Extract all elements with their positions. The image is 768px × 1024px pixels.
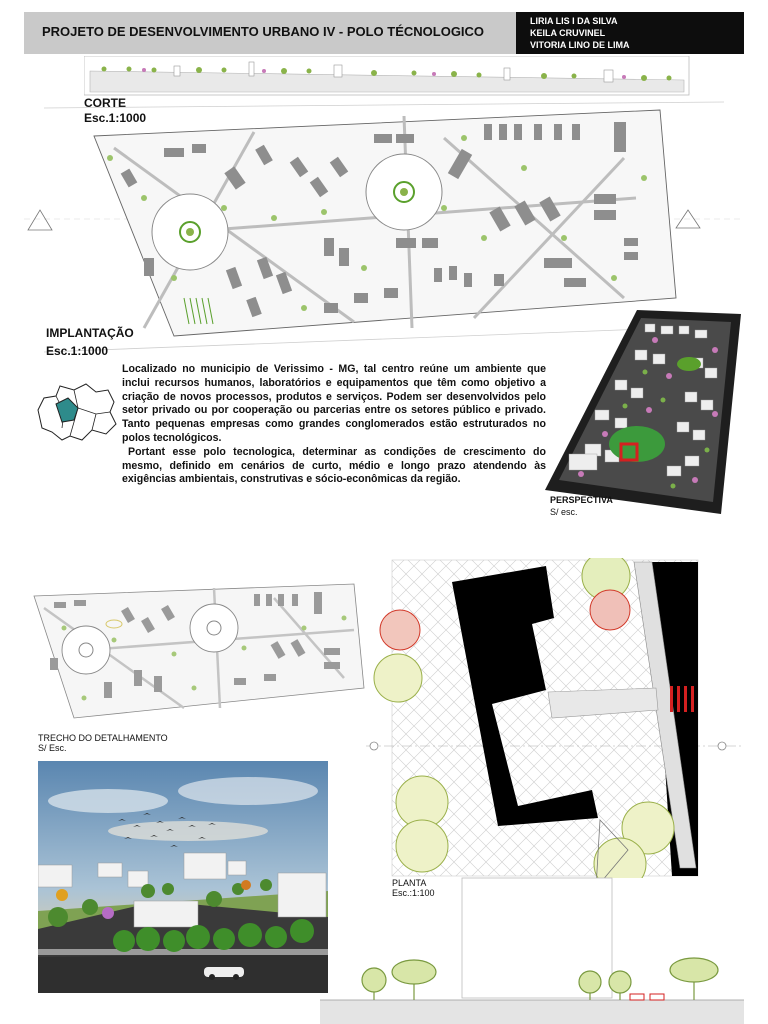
author-name: VITORIA LINO DE LIMA xyxy=(530,40,630,50)
planta-label: PLANTA xyxy=(392,878,427,888)
description-paragraph: Portant esse polo tecnologica, determinar as condições de crescimento do mesmo, definido em cenários de curto, médio e longo prazo atendendo às exigências ambientais, construtivas e sócio-econômicas da região. xyxy=(122,445,546,486)
project-description xyxy=(122,363,546,487)
poster-title: PROJETO DE DESENVOLVIMENTO URBANO IV - POLO TÉCNOLOGICO xyxy=(42,24,485,39)
planta-scale: Esc.:1:100 xyxy=(392,888,435,898)
trecho-label: TRECHO DO DETALHAMENTO xyxy=(38,733,168,743)
street-render-image xyxy=(38,761,328,993)
planta-section-drawing xyxy=(320,876,744,1024)
description-paragraph: Localizado no municipio de Verissimo - MG, tal centro reúne um ambiente que inclui recursos humanos, laboratórios e equipamentos que têm como objetivo a criação de novos processos, produtos e serviços. Podem ser desenvolvidos pelo setor privado ou por cooperação ou parcerias entre os setores público e privado. Tanto pequenas empresas como grandes conglomerados estão estruturados no polos tecnológicos. xyxy=(122,363,546,444)
trecho-scale: S/ Esc. xyxy=(38,743,67,753)
corte-label: CORTE xyxy=(84,96,126,110)
perspectiva-scale: S/ esc. xyxy=(550,507,578,517)
perspectiva-image xyxy=(545,310,743,516)
municipality-map-icon xyxy=(34,380,120,444)
perspectiva-label: PERSPECTIVA xyxy=(550,495,613,505)
trecho-drawing xyxy=(24,578,372,724)
title-bar xyxy=(24,12,516,54)
authors-box xyxy=(516,12,744,54)
poster-header xyxy=(24,12,744,54)
corte-scale: Esc.1:1000 xyxy=(84,111,147,125)
author-name: KEILA CRUVINEL xyxy=(530,28,606,38)
planta-drawing xyxy=(366,558,746,878)
implantacao-scale: Esc.1:1000 xyxy=(46,344,109,358)
author-name: LIRIA LIS I DA SILVA xyxy=(530,16,618,26)
corte-drawing xyxy=(84,56,690,96)
implantacao-label: IMPLANTAÇÃO xyxy=(46,326,134,340)
